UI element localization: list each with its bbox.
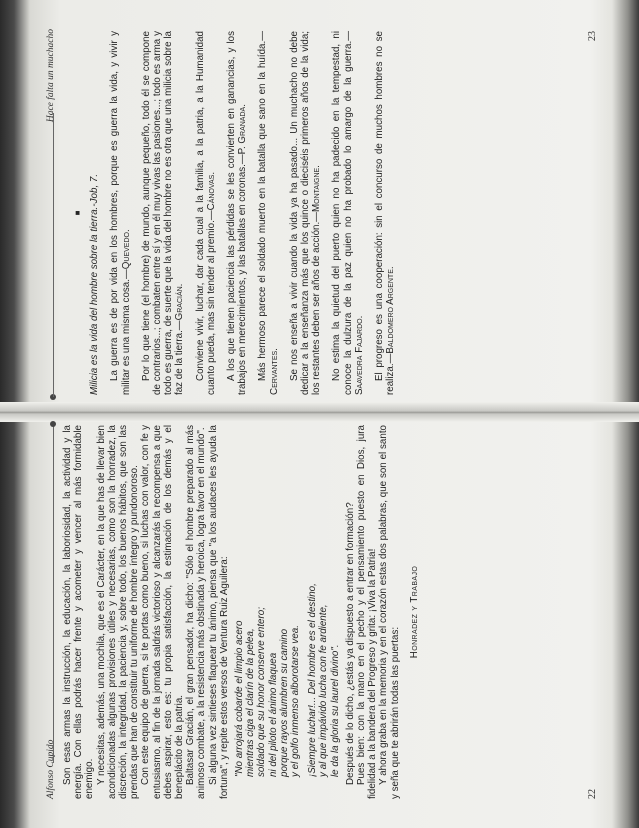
left-running-head-ornament	[50, 421, 56, 427]
left-running-head-rule	[53, 423, 54, 763]
verse-line: ni del piloto el ánimo flaquea	[267, 652, 279, 777]
paragraph: Con este equipo de guerra, si te portas como bueno, si luchas con valor, con fe y entusiasmo, al fin de la jornada saldrás victorioso y alcanzarás la recompensa a que debes aspirar, esto es: tu propia satisfacción, la estimación de los demás y el beneplácito de la patria.	[140, 425, 186, 799]
quote	[257, 31, 279, 395]
quote-text: A los que tienen paciencia las pérdidas se les convierten en ganancias, y los trabajos en merecimientos, y las batallas en coronas.—	[226, 31, 249, 395]
left-page-body	[62, 425, 420, 799]
verse-line: mientras ciga el clarín de la pelea,	[245, 628, 257, 777]
quote-author: Saavedra Fajardo.	[353, 315, 365, 395]
section-separator: ■	[73, 210, 82, 216]
quote-text: Se nos enseña a vivir cuando la vida ya ha pasado... Un muchacho no debe dedicar a la enseñanza más que los quince o dieciséis primeros años de la vida; los restantes deben ser años de acción.—	[288, 31, 323, 395]
paragraph: Y ahora graba en la memoria y en el corazón estas dos palabras, que son el santo y seña que te abrirán todas las puertas:	[378, 425, 401, 799]
quote	[109, 31, 131, 395]
left-running-head	[46, 419, 60, 805]
epigraph: Milicia es la vida del hombre sobre la tierra.-Job, 7.	[89, 173, 101, 395]
verse-line: soldado que su honor conserve entero;	[256, 607, 268, 777]
quote-text: Por lo que tiene (el hombre) de mundo, aunque pequeño, todo él se compone de contrarios...; combaten entre sí y en él muy vivas las pasiones...; todo es arma y todo es guerra, de suerte que la vida del hombre no es otra que una milicia sobre la faz de la tierra.—	[140, 31, 186, 395]
quote-text: No estima la quietud del puerto quien no ha padecido en la tempestad, ni conoce la dulzura de la paz quien no ha probado lo amargo de la guerra.—	[331, 31, 354, 395]
quote-author: Quevedo.	[120, 229, 132, 270]
book-spread	[42, 25, 602, 805]
paragraph: Y necesitas, además, una mochila, que es el Carácter, en la que has de llevar bien acondicionadas algunas provisiones útiles y necesarias, como son la honradez, la discreción, la integridad, la paciencia y, sobre todo, los buenos hábitos, que son las prendas que han de constituir tu uniforme de hombre íntegro y pundonoroso.	[95, 425, 141, 799]
right-page-number: 23	[587, 31, 598, 41]
quote	[374, 31, 396, 395]
quote	[141, 31, 186, 395]
verse-line: y al que impávido lucha con fe ardiente,	[318, 604, 330, 777]
quote-text: El progreso es una cooperación: sin el concurso de muchos hombres no se realiza.—	[374, 31, 397, 395]
quote-author: Cánovas.	[205, 171, 217, 211]
quote	[226, 31, 248, 395]
verse-block	[234, 425, 341, 777]
left-running-head-text: Alfonso Cupido	[46, 739, 56, 799]
verse-line: le da la gloria su laurel divino".	[329, 644, 341, 777]
right-running-head-text: Hace falta un muchacho	[46, 29, 56, 123]
right-page	[42, 25, 602, 401]
paragraph: Pues bien: con la mano en el pecho y el pensamiento puesto en Dios, jura fidelidad a la bandera del Progreso y grita: ¡Viva la Patria!	[356, 425, 379, 799]
closing-motto: Honradez y Trabajo	[408, 565, 420, 659]
quote	[195, 31, 217, 395]
verse-line: "No arrojará cobarde el limpio acero	[234, 620, 246, 777]
paragraph: Son esas armas la instrucción, la educación, la laboriosidad, la actividad y la energía. Con ellas podrás hacer frente y acometer y vencer al más formidable enemigo.	[62, 425, 96, 799]
quote-text: Más hermoso parece el soldado muerto en la batalla que sano en la huída.—	[257, 31, 269, 381]
quote-author: Gracián.	[174, 283, 186, 321]
quote-text: Conviene vivir, luchar, dar cada cual a la familia, a la patria, a la Humanidad cuanto pueda, mas sin tender al premio.—	[194, 31, 217, 395]
quote	[289, 31, 323, 395]
quote-text: La guerra es de por vida en los hombres, porque es guerra la vida, y vivir y militar es una misma cosa.—	[109, 31, 132, 395]
verse-line: porque rayos alumbren su camino	[278, 628, 290, 777]
quote	[331, 31, 365, 395]
right-running-head-rule	[53, 113, 54, 397]
left-page	[42, 419, 602, 805]
paragraph: Baltasar Gracián, el gran pensador, ha dicho: "Sólo el hombre preparado al más animoso combate, a la resistencia más obstinada y heroica, logra favor en el mundo".	[185, 425, 208, 799]
quote-author: P. Granada.	[237, 104, 249, 155]
verse-line: ¡Siempre luchar!... Del hombre es el destino,	[307, 583, 319, 777]
quote-author: Baldomero Argente.	[385, 266, 397, 354]
right-running-head	[46, 25, 60, 401]
right-page-body	[70, 31, 396, 395]
paragraph: Después de lo dicho, ¿estás ya dispuesto a entrar en formación?	[344, 502, 356, 785]
quote-author: Montaigne.	[311, 165, 323, 213]
left-page-number: 22	[587, 789, 598, 799]
quote-author: Cervantes.	[268, 348, 280, 395]
paragraph: Si alguna vez sintieses flaquear tu ánimo, piensa que "a los audaces les ayuda la fortuna", y repite estos versos de Ventura Ruiz Aguilera:	[207, 425, 230, 799]
verse-line: y el golfo inmenso alborotarse vea.	[290, 625, 302, 777]
